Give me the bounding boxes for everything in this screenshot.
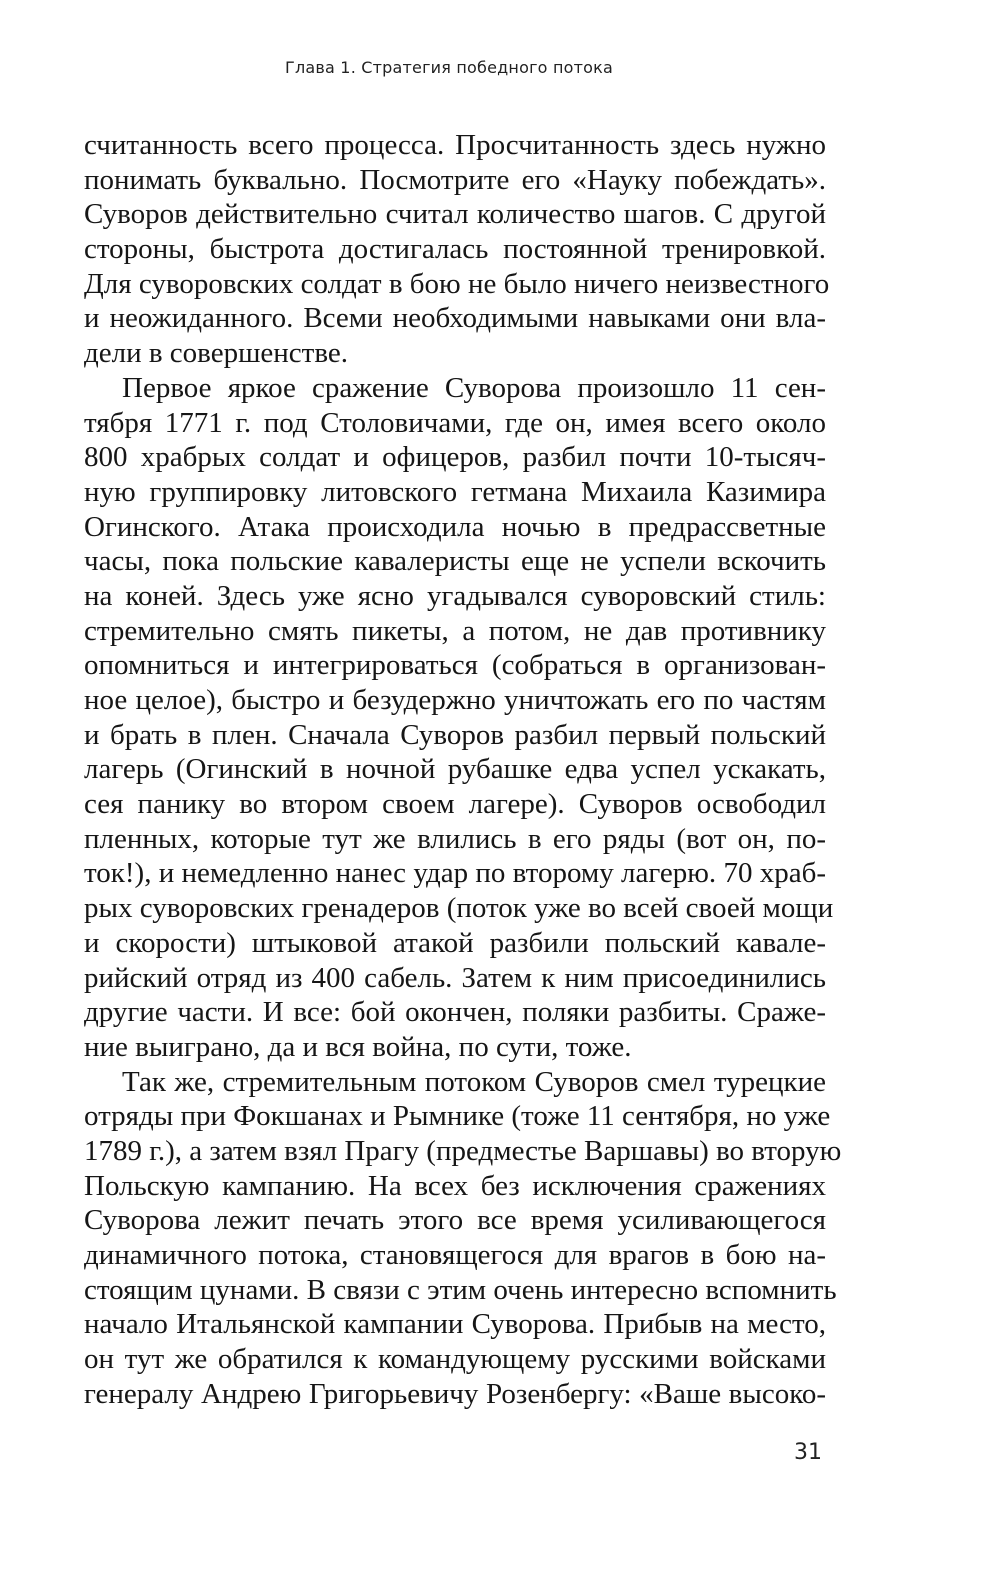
paragraph-3: [84, 1065, 842, 1412]
text-line: Так же, стремительным потоком Суворов смел турецкие: [122, 1065, 826, 1098]
text-line: стремительно смять пикеты, а потом, не дав противнику: [84, 614, 826, 647]
running-head: Глава 1. Стратегия победного потока: [285, 58, 613, 77]
text-line: сея панику во втором своем лагере). Суворов освободил: [84, 788, 826, 821]
page-number: 31: [794, 1440, 822, 1465]
text-line: пленных, которые тут же влились в его ряды (вот он, по-: [84, 822, 826, 855]
text-line: тября 1771 г. под Столовичами, где он, имея всего около: [84, 406, 826, 439]
text-line: отряды при Фокшанах и Рымнике (тоже 11 сентября, но уже: [84, 1100, 831, 1133]
paragraph-2: [84, 371, 834, 1065]
text-line: часы, пока польские кавалеристы еще не успели вскочить: [84, 545, 826, 578]
paragraph-1: [84, 128, 830, 371]
text-line: другие части. И все: бой окончен, поляки разбиты. Сраже-: [84, 996, 826, 1029]
text-line: ное целое), быстро и безудержно уничтожать его по частям: [84, 684, 826, 716]
text-line: начало Итальянской кампании Суворова. Прибыв на место,: [84, 1308, 826, 1341]
text-line: Польскую кампанию. На всех без исключения сражениях: [84, 1169, 826, 1202]
text-line: лагерь (Огинский в ночной рубашке едва успел ускакать,: [84, 753, 826, 786]
text-line: 1789 г.), а затем взял Прагу (предместье Варшавы) во вторую: [84, 1134, 842, 1167]
text-line: считанность всего процесса. Просчитанность здесь нужно: [84, 129, 826, 161]
text-line: рийский отряд из 400 сабель. Затем к ним присоединились: [84, 961, 826, 994]
text-line: и скорости) штыковой атакой разбили польский кавале-: [84, 926, 826, 959]
text-line: ток!), и немедленно нанес удар по второму лагерю. 70 храб-: [84, 857, 826, 890]
text-line: он тут же обратился к командующему русскими войсками: [84, 1343, 826, 1376]
text-line: динамичного потока, становящегося для врагов в бою на-: [84, 1239, 826, 1271]
text-line: Суворова лежит печать этого все время усиливающегося: [84, 1204, 826, 1237]
text-line: генералу Андрею Григорьевичу Розенбергу: «Ваше высоко-: [84, 1377, 826, 1410]
text-line: и брать в плен. Сначала Суворов разбил первый польский: [84, 718, 826, 751]
text-line: Суворов действительно считал количество шагов. С другой: [84, 198, 826, 231]
text-line: опомниться и интегрироваться (собраться в организован-: [84, 649, 826, 682]
text-line: ние выиграно, да и вся война, по сути, тоже.: [84, 1030, 632, 1063]
text-line: 800 храбрых солдат и офицеров, разбил почти 10-тысяч-: [84, 441, 826, 474]
text-line: Для суворовских солдат в бою не было ничего неизвестного: [84, 267, 830, 300]
text-line: Первое яркое сражение Суворова произошло 11 сен-: [122, 371, 826, 404]
text-line: понимать буквально. Посмотрите его «Науку побеждать».: [84, 163, 826, 196]
text-line: стоящим цунами. В связи с этим очень интересно вспомнить: [84, 1273, 837, 1306]
text-line: дели в совершенстве.: [84, 337, 348, 370]
text-line: ную группировку литовского гетмана Михаила Казимира: [84, 475, 826, 508]
text-line: и неожиданного. Всеми необходимыми навыками они вла-: [84, 302, 826, 335]
text-line: стороны, быстрота достигалась постоянной тренировкой.: [84, 233, 826, 266]
body-text: [84, 128, 842, 1411]
text-line: рых суворовских гренадеров (поток уже во всей своей мощи: [84, 892, 834, 925]
text-line: Огинского. Атака происходила ночью в предрассветные: [84, 510, 826, 543]
text-line: на коней. Здесь уже ясно угадывался суворовский стиль:: [84, 579, 826, 612]
